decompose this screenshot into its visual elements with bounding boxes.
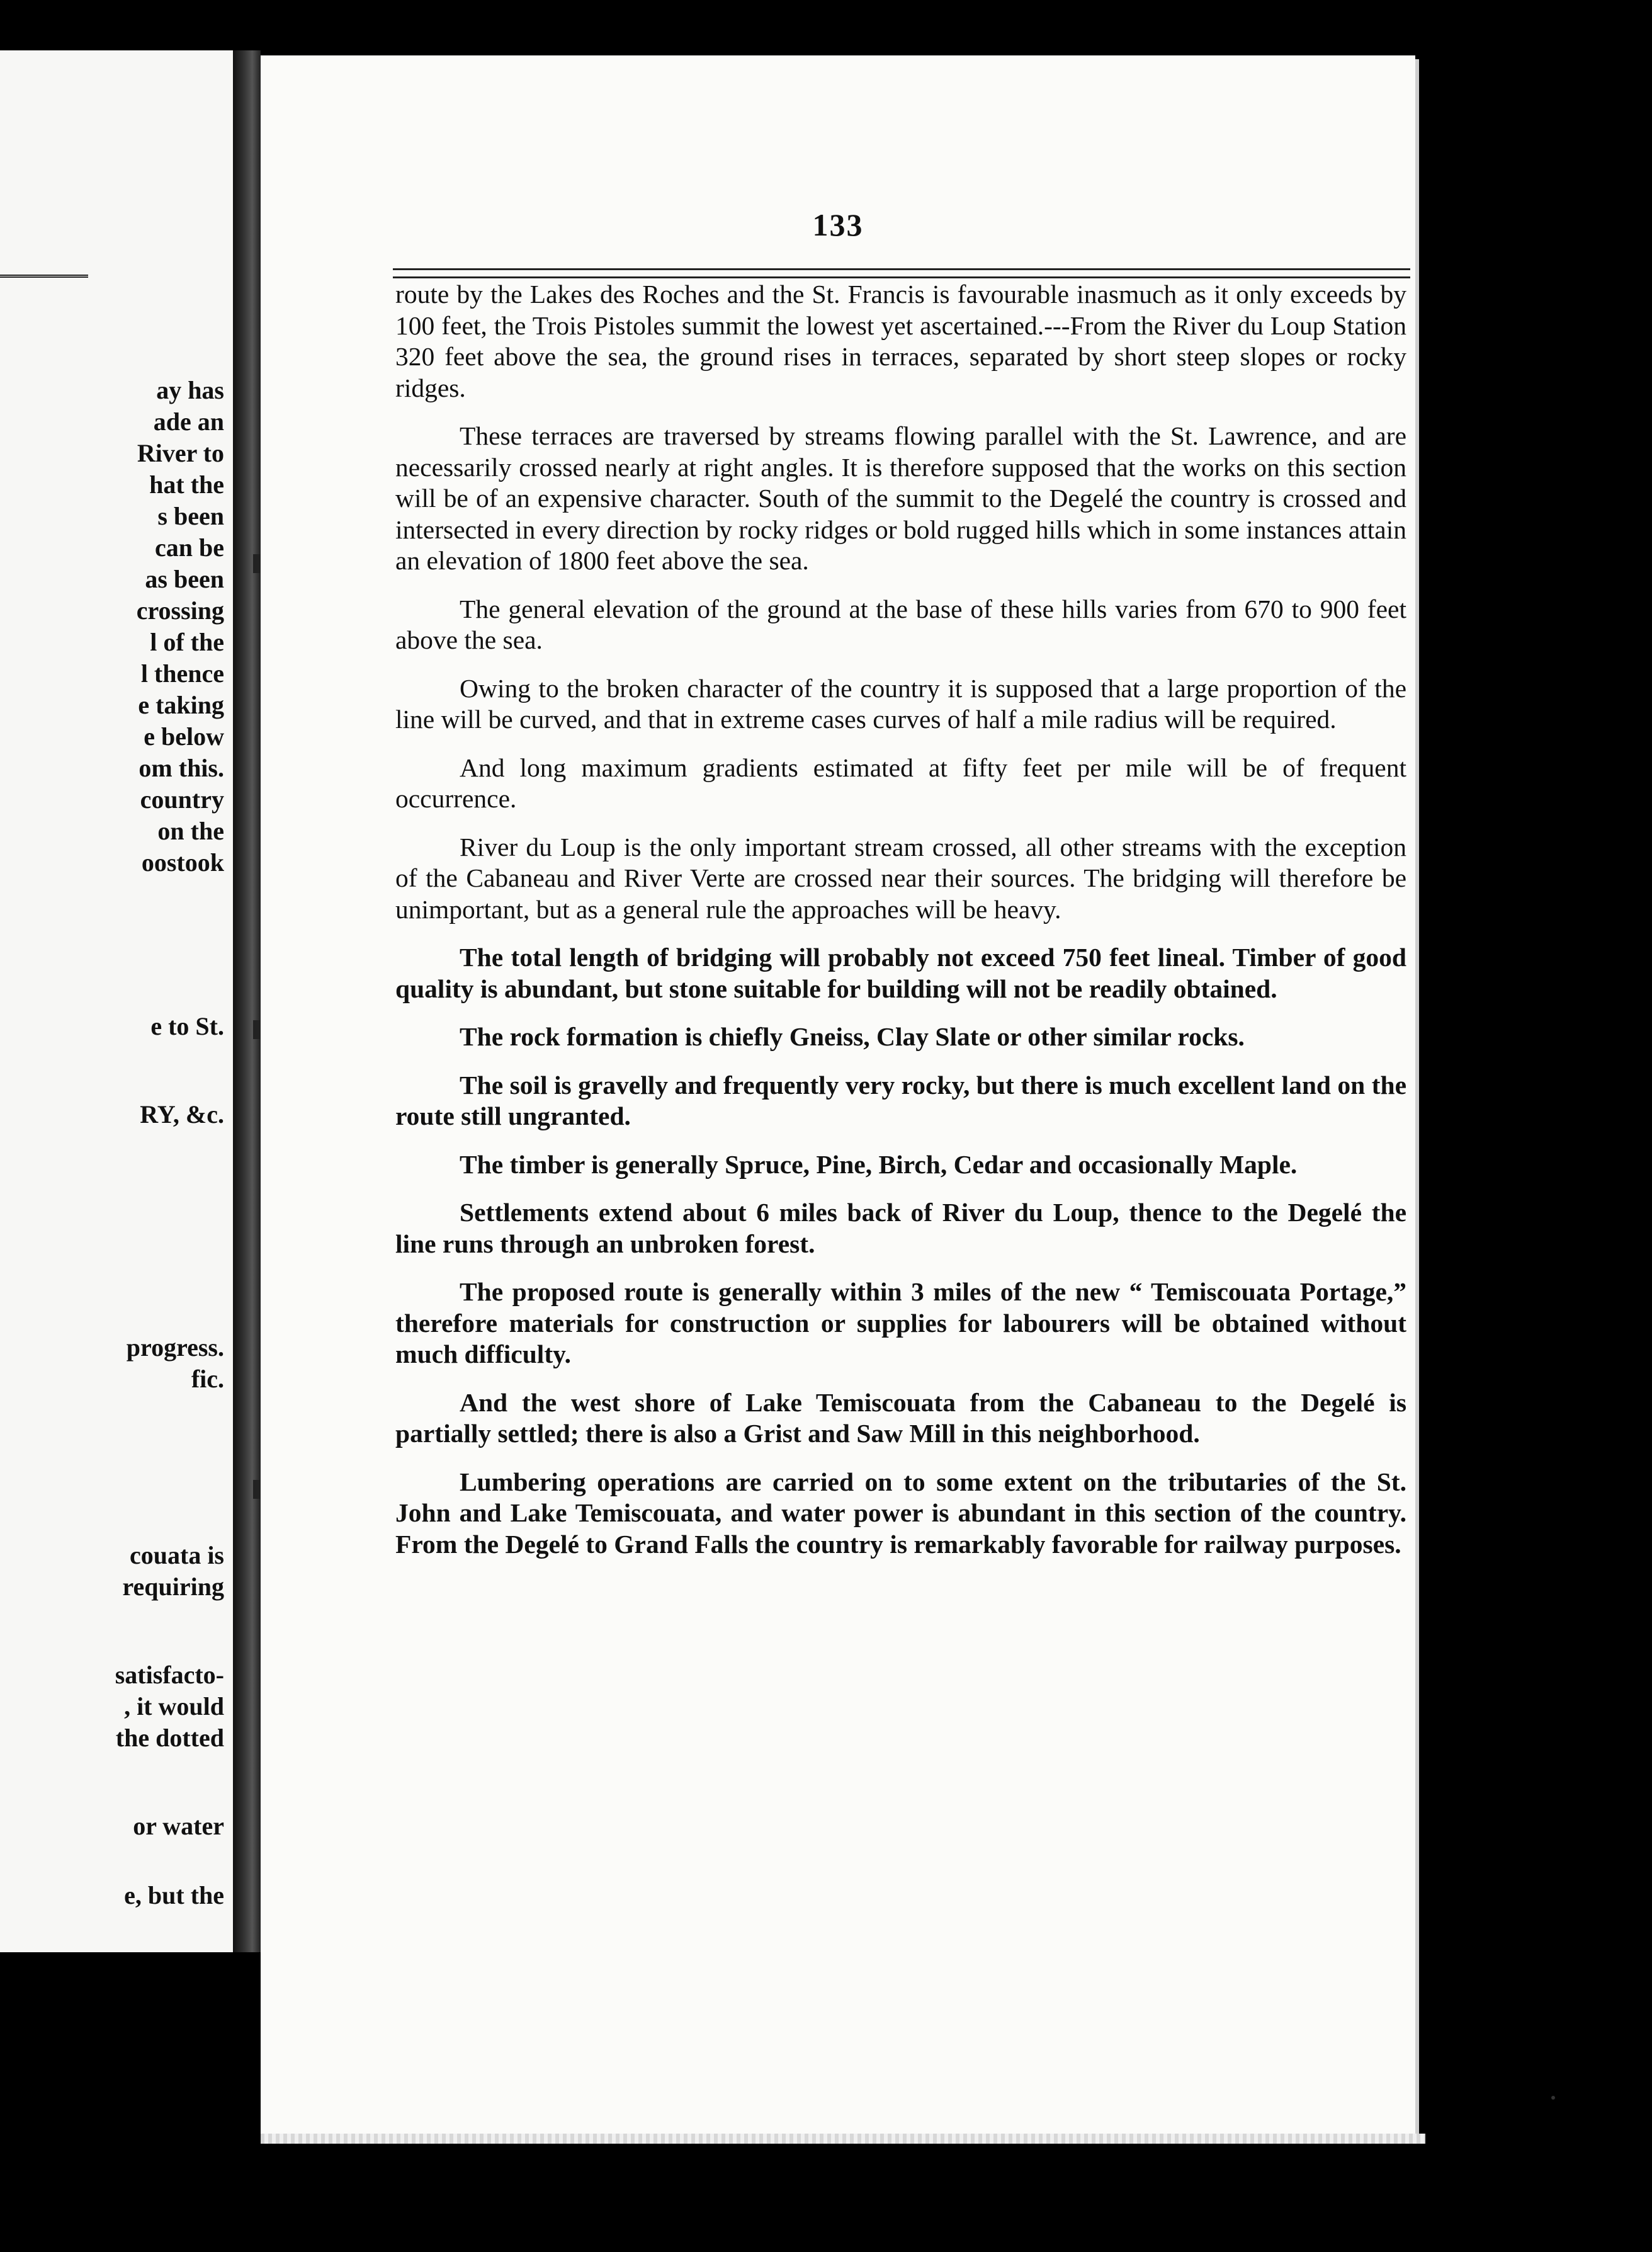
paragraph: These terraces are traversed by streams flowing parallel with the St. Lawrence, and are necessarily crossed nearly at right angles. It is therefore supposed that the works on this section will be of an expensive character. South of the summit to the Degelé the country is crossed and intersected in every direction by rocky ridges or bold rugged hills which in some instances attain an elevation of 1800 feet above the sea. bbox=[395, 421, 1406, 575]
page-133 bbox=[261, 55, 1415, 2134]
left-line: om this. bbox=[139, 754, 224, 782]
binding-stitch bbox=[253, 1020, 261, 1039]
left-line: e taking bbox=[138, 691, 224, 719]
paragraph: The rock formation is chiefly Gneiss, Clay Slate or other similar rocks. bbox=[460, 1022, 1245, 1051]
ink-speck bbox=[1551, 2096, 1555, 2100]
left-line: requiring bbox=[122, 1572, 224, 1601]
paragraph: Lumbering operations are carried on to some extent on the tributaries of the St. John and Lake Temiscouata, and water power is abundant in this section of the country. From the Degelé to Grand Falls the country is remarkably favorable for railway purposes. bbox=[395, 1467, 1406, 1559]
body-text bbox=[395, 279, 1406, 1560]
page-stack-edge bbox=[261, 2134, 1425, 2144]
left-line: s been bbox=[157, 502, 224, 530]
paragraph: River du Loup is the only important stream crossed, all other streams with the exception of the Cabaneau and River Verte are crossed near their sources. The bridging will therefore be unimportant, but as a general rule the approaches will be heavy. bbox=[395, 832, 1406, 924]
left-line: couata is bbox=[130, 1541, 224, 1569]
left-line: or water bbox=[133, 1812, 224, 1840]
left-line: progress. bbox=[126, 1333, 224, 1362]
paragraph: The general elevation of the ground at the base of these hills varies from 670 to 900 feet above the sea. bbox=[395, 594, 1406, 654]
left-line: RY, &c. bbox=[140, 1100, 224, 1129]
left-line: country bbox=[140, 785, 224, 814]
binding-stitch bbox=[253, 1480, 261, 1499]
paragraph: The proposed route is generally within 3 miles of the new “ Temiscouata Portage,” therefore materials for construction or supplies for labourers will be obtained without much difficulty. bbox=[395, 1277, 1406, 1368]
left-facing-page bbox=[0, 50, 233, 1952]
paragraph: And long maximum gradients estimated at fifty feet per mile will be of frequent occurrence. bbox=[395, 753, 1406, 813]
paragraph: Settlements extend about 6 miles back of River du Loup, thence to the Degelé the line runs through an unbroken forest. bbox=[395, 1198, 1406, 1258]
left-line: on the bbox=[157, 817, 224, 845]
left-page-rule bbox=[0, 275, 88, 278]
page-number: 133 bbox=[812, 207, 864, 242]
left-line: can be bbox=[155, 533, 224, 562]
binding-stitch bbox=[253, 554, 261, 573]
left-line: ade an bbox=[153, 407, 224, 436]
paragraph: Owing to the broken character of the country it is supposed that a large proportion of the line will be curved, and that in extreme cases curves of half a mile radius will be required. bbox=[395, 673, 1406, 734]
left-line: e below bbox=[144, 722, 224, 751]
book-gutter bbox=[233, 50, 261, 1952]
paragraph: And the west shore of Lake Temiscouata from the Cabaneau to the Degelé is partially settled; there is also a Grist and Saw Mill in this neighborhood. bbox=[395, 1387, 1406, 1448]
paragraph: The total length of bridging will probably not exceed 750 feet lineal. Timber of good quality is abundant, but stone suitable for building will not be readily obtained. bbox=[395, 943, 1406, 1003]
left-line: l thence bbox=[140, 659, 224, 688]
left-line: oostook bbox=[141, 848, 224, 877]
left-line: e to St. bbox=[150, 1012, 224, 1040]
left-line: hat the bbox=[149, 470, 224, 499]
left-line: as been bbox=[145, 565, 224, 593]
paragraph: The soil is gravelly and frequently very rocky, but there is much excellent land on the route still ungranted. bbox=[395, 1070, 1406, 1130]
left-line: satisfacto- bbox=[115, 1661, 224, 1689]
left-line: River to bbox=[137, 439, 224, 467]
left-line: fic. bbox=[191, 1365, 224, 1393]
paragraph: The timber is generally Spruce, Pine, Birch, Cedar and occasionally Maple. bbox=[460, 1149, 1298, 1179]
left-line: the dotted bbox=[115, 1724, 224, 1752]
paragraph: route by the Lakes des Roches and the St. Francis is favourable inasmuch as it only exceeds by 100 feet, the Trois Pistoles summit the lowest yet ascertained.---From the River du Loup Station 320 feet above the sea, the ground rises in terraces, separated by short steep slopes or rocky ridges. bbox=[395, 280, 1406, 402]
left-line: crossing bbox=[136, 596, 224, 625]
left-line: l of the bbox=[150, 628, 224, 656]
header-rule bbox=[393, 268, 1410, 278]
left-line: e, but the bbox=[124, 1881, 224, 1909]
left-line: , it would bbox=[124, 1692, 224, 1720]
left-line: ay has bbox=[156, 376, 224, 404]
